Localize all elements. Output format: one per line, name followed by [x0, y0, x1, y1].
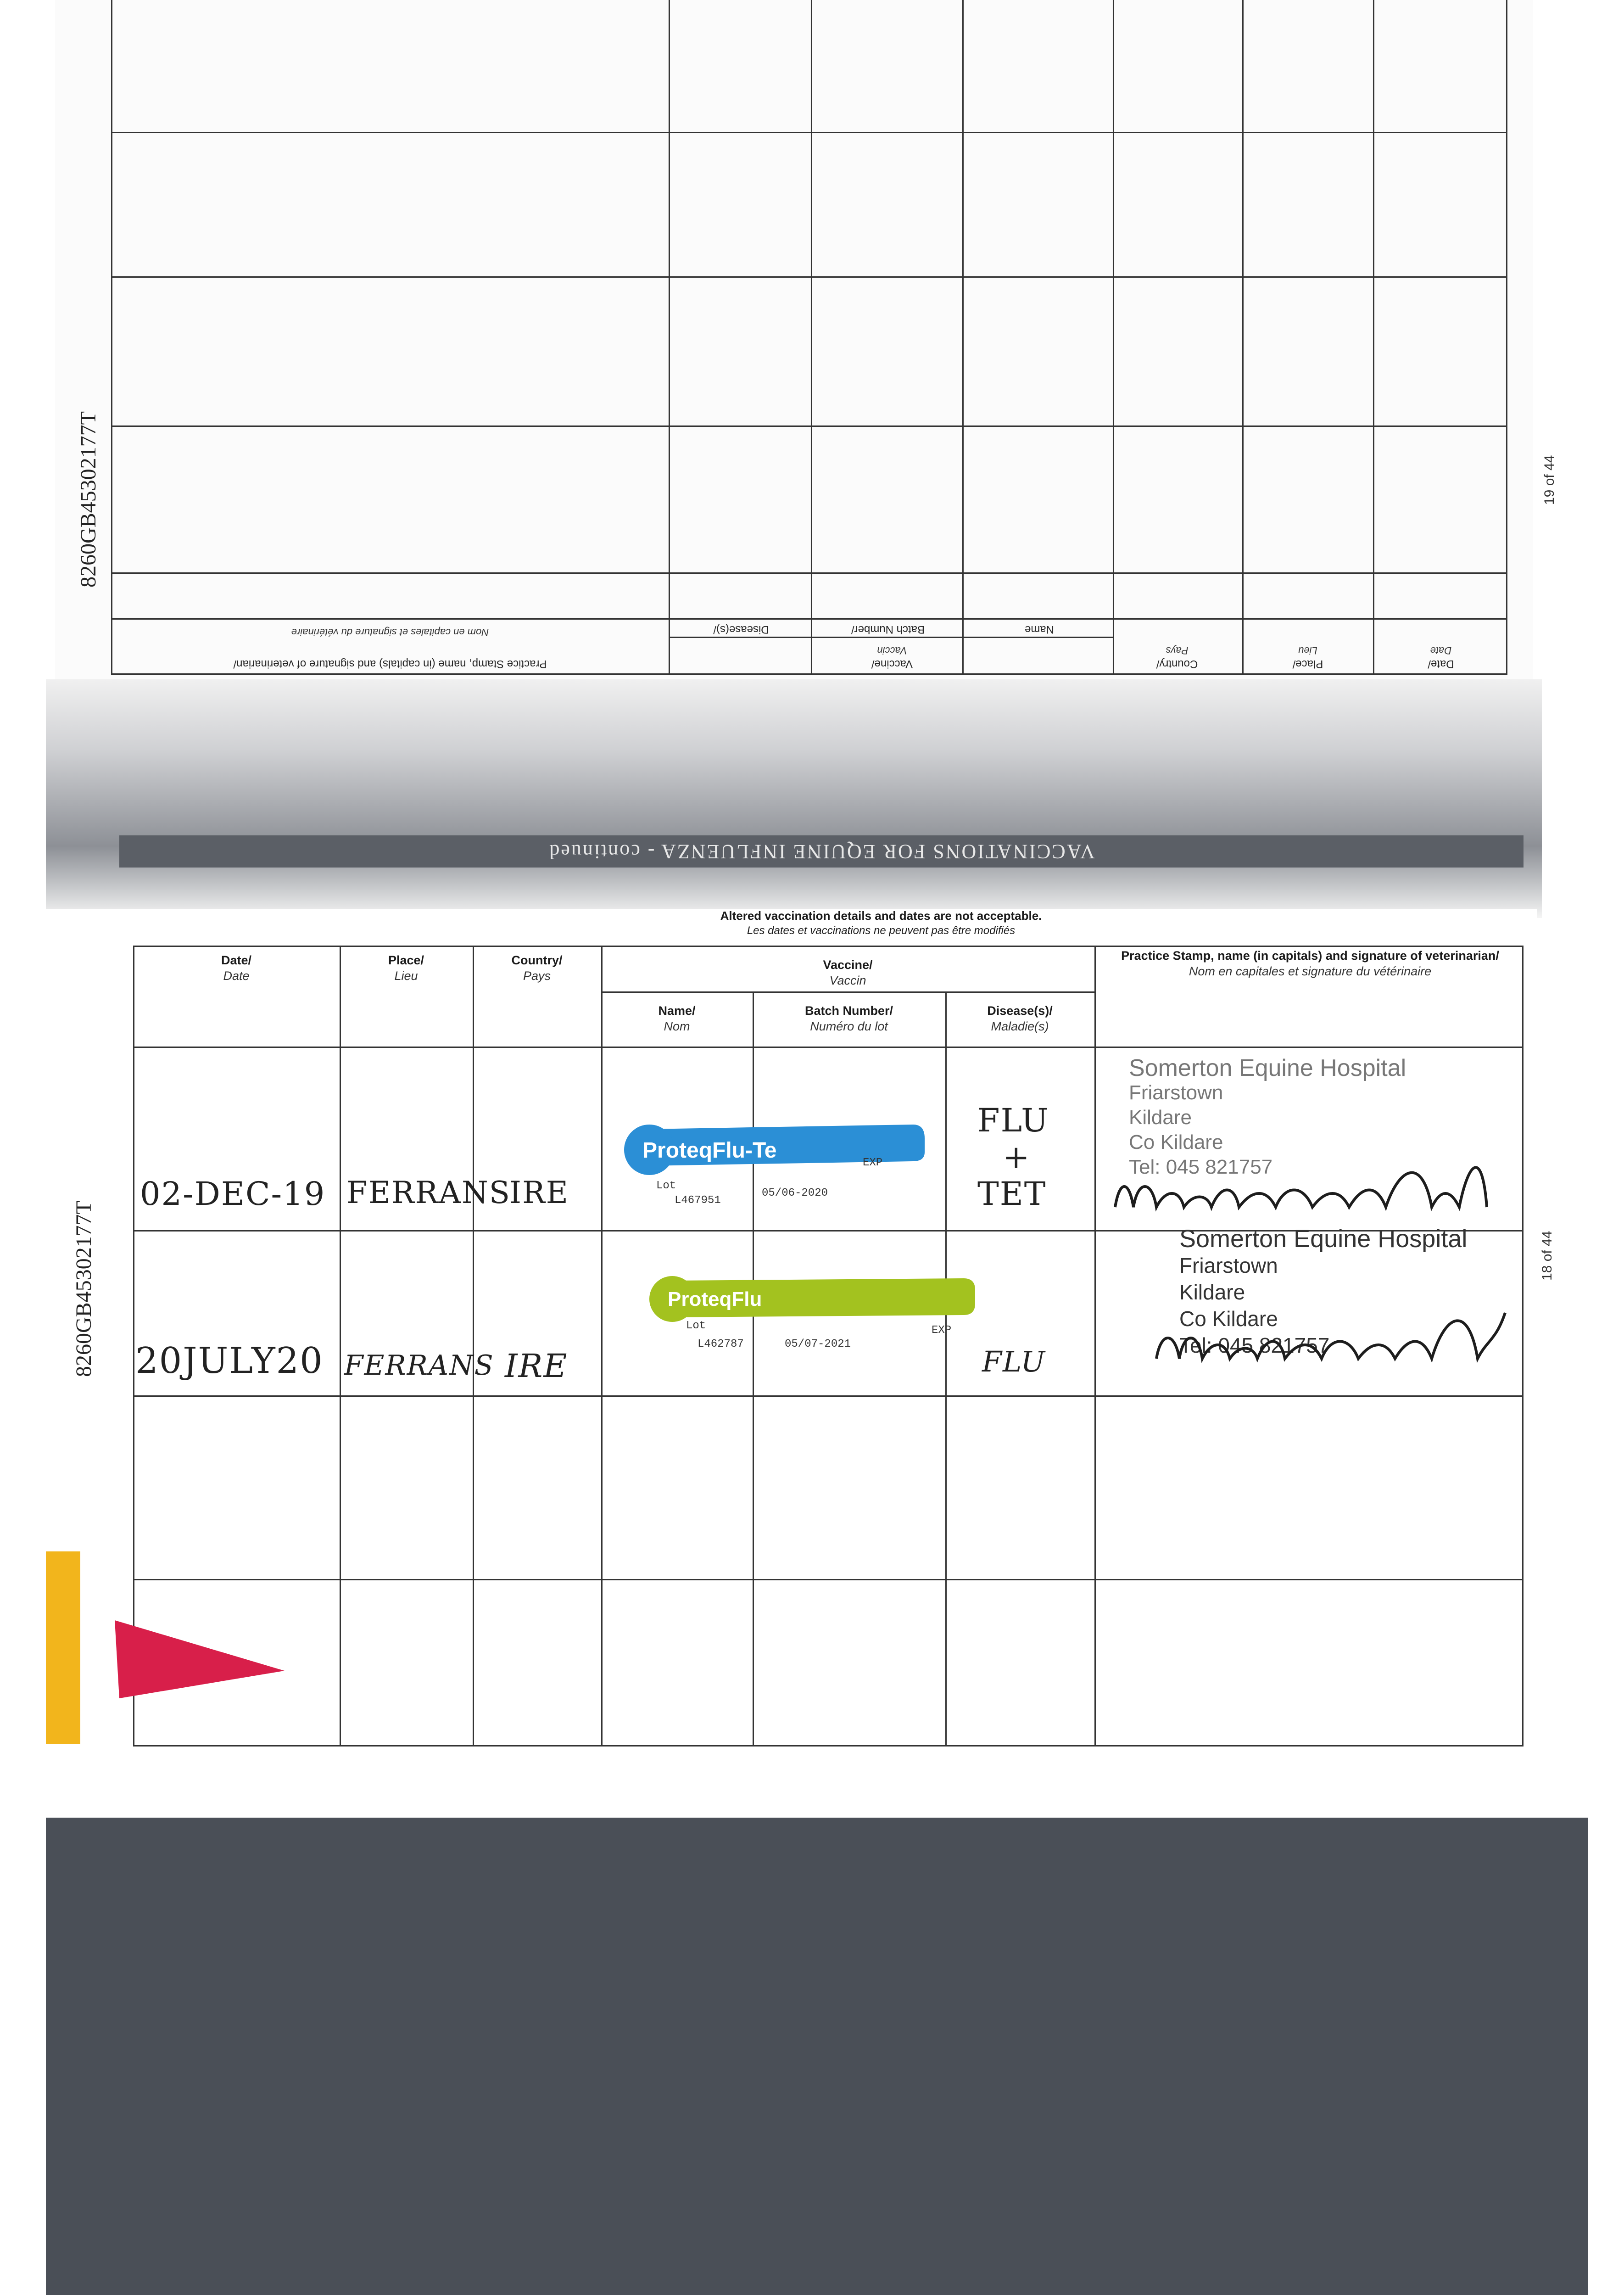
grid-line	[1113, 0, 1114, 675]
red-flag-shape	[115, 1620, 285, 1698]
row2-stamp-line4: Co Kildare	[1179, 1307, 1278, 1331]
upper-page	[55, 0, 1557, 725]
upper-header-batch: Batch Number/	[851, 623, 925, 636]
row2-expiry: 05/07-2021	[785, 1338, 851, 1350]
row1-disease-line3: TET	[977, 1175, 1047, 1213]
row2-stamp-line3: Kildare	[1179, 1280, 1245, 1304]
row2-vaccine-brand: ProteqFlu	[668, 1288, 762, 1310]
row1-lot-label: Lot	[656, 1180, 676, 1192]
row1-country: IRE	[509, 1175, 569, 1210]
upper-header-name: Name	[1024, 623, 1055, 636]
notice-en: Altered vaccination details and dates are not acceptable.	[720, 909, 1042, 923]
row2-stamp-line1: Somerton Equine Hospital	[1179, 1225, 1468, 1253]
grid-line	[473, 946, 474, 1746]
grid-line	[669, 0, 670, 675]
grid-line	[601, 946, 603, 1746]
header-date-en: Date/	[221, 953, 252, 967]
grid-line	[133, 1395, 1524, 1397]
row2-disease: FLU	[982, 1345, 1046, 1378]
row2-place: FERRANS	[344, 1349, 494, 1382]
grid-line	[1506, 0, 1507, 675]
row1-exp-label: EXP	[863, 1157, 883, 1169]
page-fold-shadow	[46, 679, 1542, 918]
upper-header-vaccine-fr: Vaccin	[877, 645, 907, 656]
header-batch-fr: Numéro du lot	[810, 1019, 888, 1033]
row1-stamp-line1: Somerton Equine Hospital	[1129, 1055, 1406, 1081]
grid-line	[133, 1579, 1524, 1580]
grid-line	[945, 991, 947, 1746]
row1-vaccine-brand: ProteqFlu-Te	[642, 1138, 777, 1163]
row2-lot-number: L462787	[698, 1338, 744, 1350]
grid-line	[670, 637, 1114, 638]
row2-stamp-line5: Tel: 045 821757	[1179, 1333, 1330, 1357]
row1-stamp-line5: Tel: 045 821757	[1129, 1156, 1273, 1178]
grid-line	[111, 0, 112, 675]
upper-header-stamp-fr: Nom en capitales et signature du vétérinaire	[291, 627, 489, 638]
grid-line	[340, 946, 341, 1746]
header-place-en: Place/	[388, 953, 424, 967]
row1-disease-line1: FLU	[977, 1102, 1049, 1139]
header-stamp-en: Practice Stamp, name (in capitals) and signature of veterinarian/	[1121, 949, 1499, 963]
grid-line	[1242, 0, 1244, 675]
yellow-side-tab	[46, 1551, 80, 1744]
upper-serial-number: 8260GB45302177T	[76, 411, 100, 588]
header-batch	[753, 1003, 945, 1034]
row2-country: IRE	[505, 1347, 568, 1385]
header-country-en: Country/	[511, 953, 563, 967]
header-vaccine-fr: Vaccin	[829, 974, 866, 987]
header-place	[340, 952, 473, 984]
signature-stroke	[1115, 1167, 1487, 1207]
header-batch-en: Batch Number/	[804, 1004, 893, 1018]
notice-fr: Les dates et vaccinations ne peuvent pas être modifiés	[747, 924, 1016, 937]
row2-stamp-line2: Friarstown	[1179, 1254, 1278, 1277]
grid-line	[112, 276, 1507, 278]
red-tab-flag	[110, 1616, 294, 1707]
grid-line	[753, 991, 754, 1746]
header-disease	[945, 1003, 1094, 1034]
upper-header-vaccine: Vaccine/	[871, 658, 913, 670]
row2-vaccine-sticker	[647, 1271, 977, 1322]
upper-header-place-fr: Lieu	[1298, 645, 1317, 656]
row1-lot-number: L467951	[675, 1194, 721, 1207]
row1-stamp-line3: Kildare	[1129, 1106, 1192, 1129]
upper-header-date: Date/	[1428, 658, 1454, 670]
header-date	[133, 952, 340, 984]
upper-page-number: 19 of 44	[1542, 455, 1557, 505]
upper-header-stamp: Practice Stamp, name (in capitals) and signature of veterinarian/	[233, 658, 547, 670]
header-vaccine	[601, 957, 1094, 988]
header-place-fr: Lieu	[394, 969, 418, 983]
row1-disease-line2: +	[1003, 1138, 1031, 1176]
header-disease-fr: Maladie(s)	[991, 1019, 1049, 1033]
signature-stroke	[1156, 1313, 1505, 1359]
header-vaccine-en: Vaccine/	[823, 958, 873, 972]
upper-header-country: Country/	[1156, 658, 1198, 670]
row2-signature	[1147, 1294, 1524, 1377]
header-name-fr: Nom	[664, 1019, 690, 1033]
section-title: VACCINATIONS FOR EQUINE INFLUENZA - continued	[548, 840, 1095, 863]
grid-line	[1094, 946, 1096, 1746]
grid-line	[112, 425, 1507, 427]
header-date-fr: Date	[223, 969, 250, 983]
section-banner	[119, 835, 1524, 868]
upper-header-date-fr: Date	[1430, 645, 1452, 656]
row1-place: FERRANS	[346, 1175, 511, 1210]
row1-stamp-line2: Friarstown	[1129, 1081, 1223, 1104]
grid-line	[112, 673, 1507, 675]
header-stamp	[1101, 948, 1519, 979]
header-name-en: Name/	[658, 1004, 696, 1018]
lower-page-number: 18 of 44	[1540, 1231, 1555, 1281]
lower-serial-number: 8260GB45302177T	[72, 1201, 96, 1377]
row2-date: 20JULY20	[135, 1340, 324, 1382]
dark-cover	[46, 1818, 1588, 2295]
header-name	[601, 1003, 753, 1034]
grid-line	[133, 1047, 1524, 1048]
grid-line	[112, 572, 1507, 574]
row1-signature	[1101, 1138, 1514, 1230]
row2-exp-label: EXP	[932, 1324, 952, 1337]
upper-header-place: Place/	[1292, 658, 1323, 670]
row2-lot-label: Lot	[686, 1320, 706, 1332]
upper-page-rotated	[55, 0, 1533, 725]
row1-stamp-line4: Co Kildare	[1129, 1131, 1223, 1153]
grid-line	[112, 132, 1507, 133]
header-disease-en: Disease(s)/	[987, 1004, 1053, 1018]
grid-line	[112, 618, 1507, 620]
grid-line	[601, 991, 1094, 993]
row1-date: 02-DEC-19	[140, 1175, 326, 1213]
header-country-fr: Pays	[523, 969, 551, 983]
row1-vaccine-sticker	[619, 1125, 927, 1184]
row1-expiry: 05/06-2020	[762, 1187, 828, 1199]
upper-header-disease: Disease(s)/	[713, 623, 769, 636]
header-stamp-fr: Nom en capitales et signature du vétérinaire	[1189, 964, 1432, 978]
upper-header-country-fr: Pays	[1166, 645, 1189, 656]
grid-line	[1373, 0, 1374, 675]
grid-line	[962, 0, 964, 675]
header-country	[473, 952, 601, 984]
grid-line	[811, 0, 812, 675]
